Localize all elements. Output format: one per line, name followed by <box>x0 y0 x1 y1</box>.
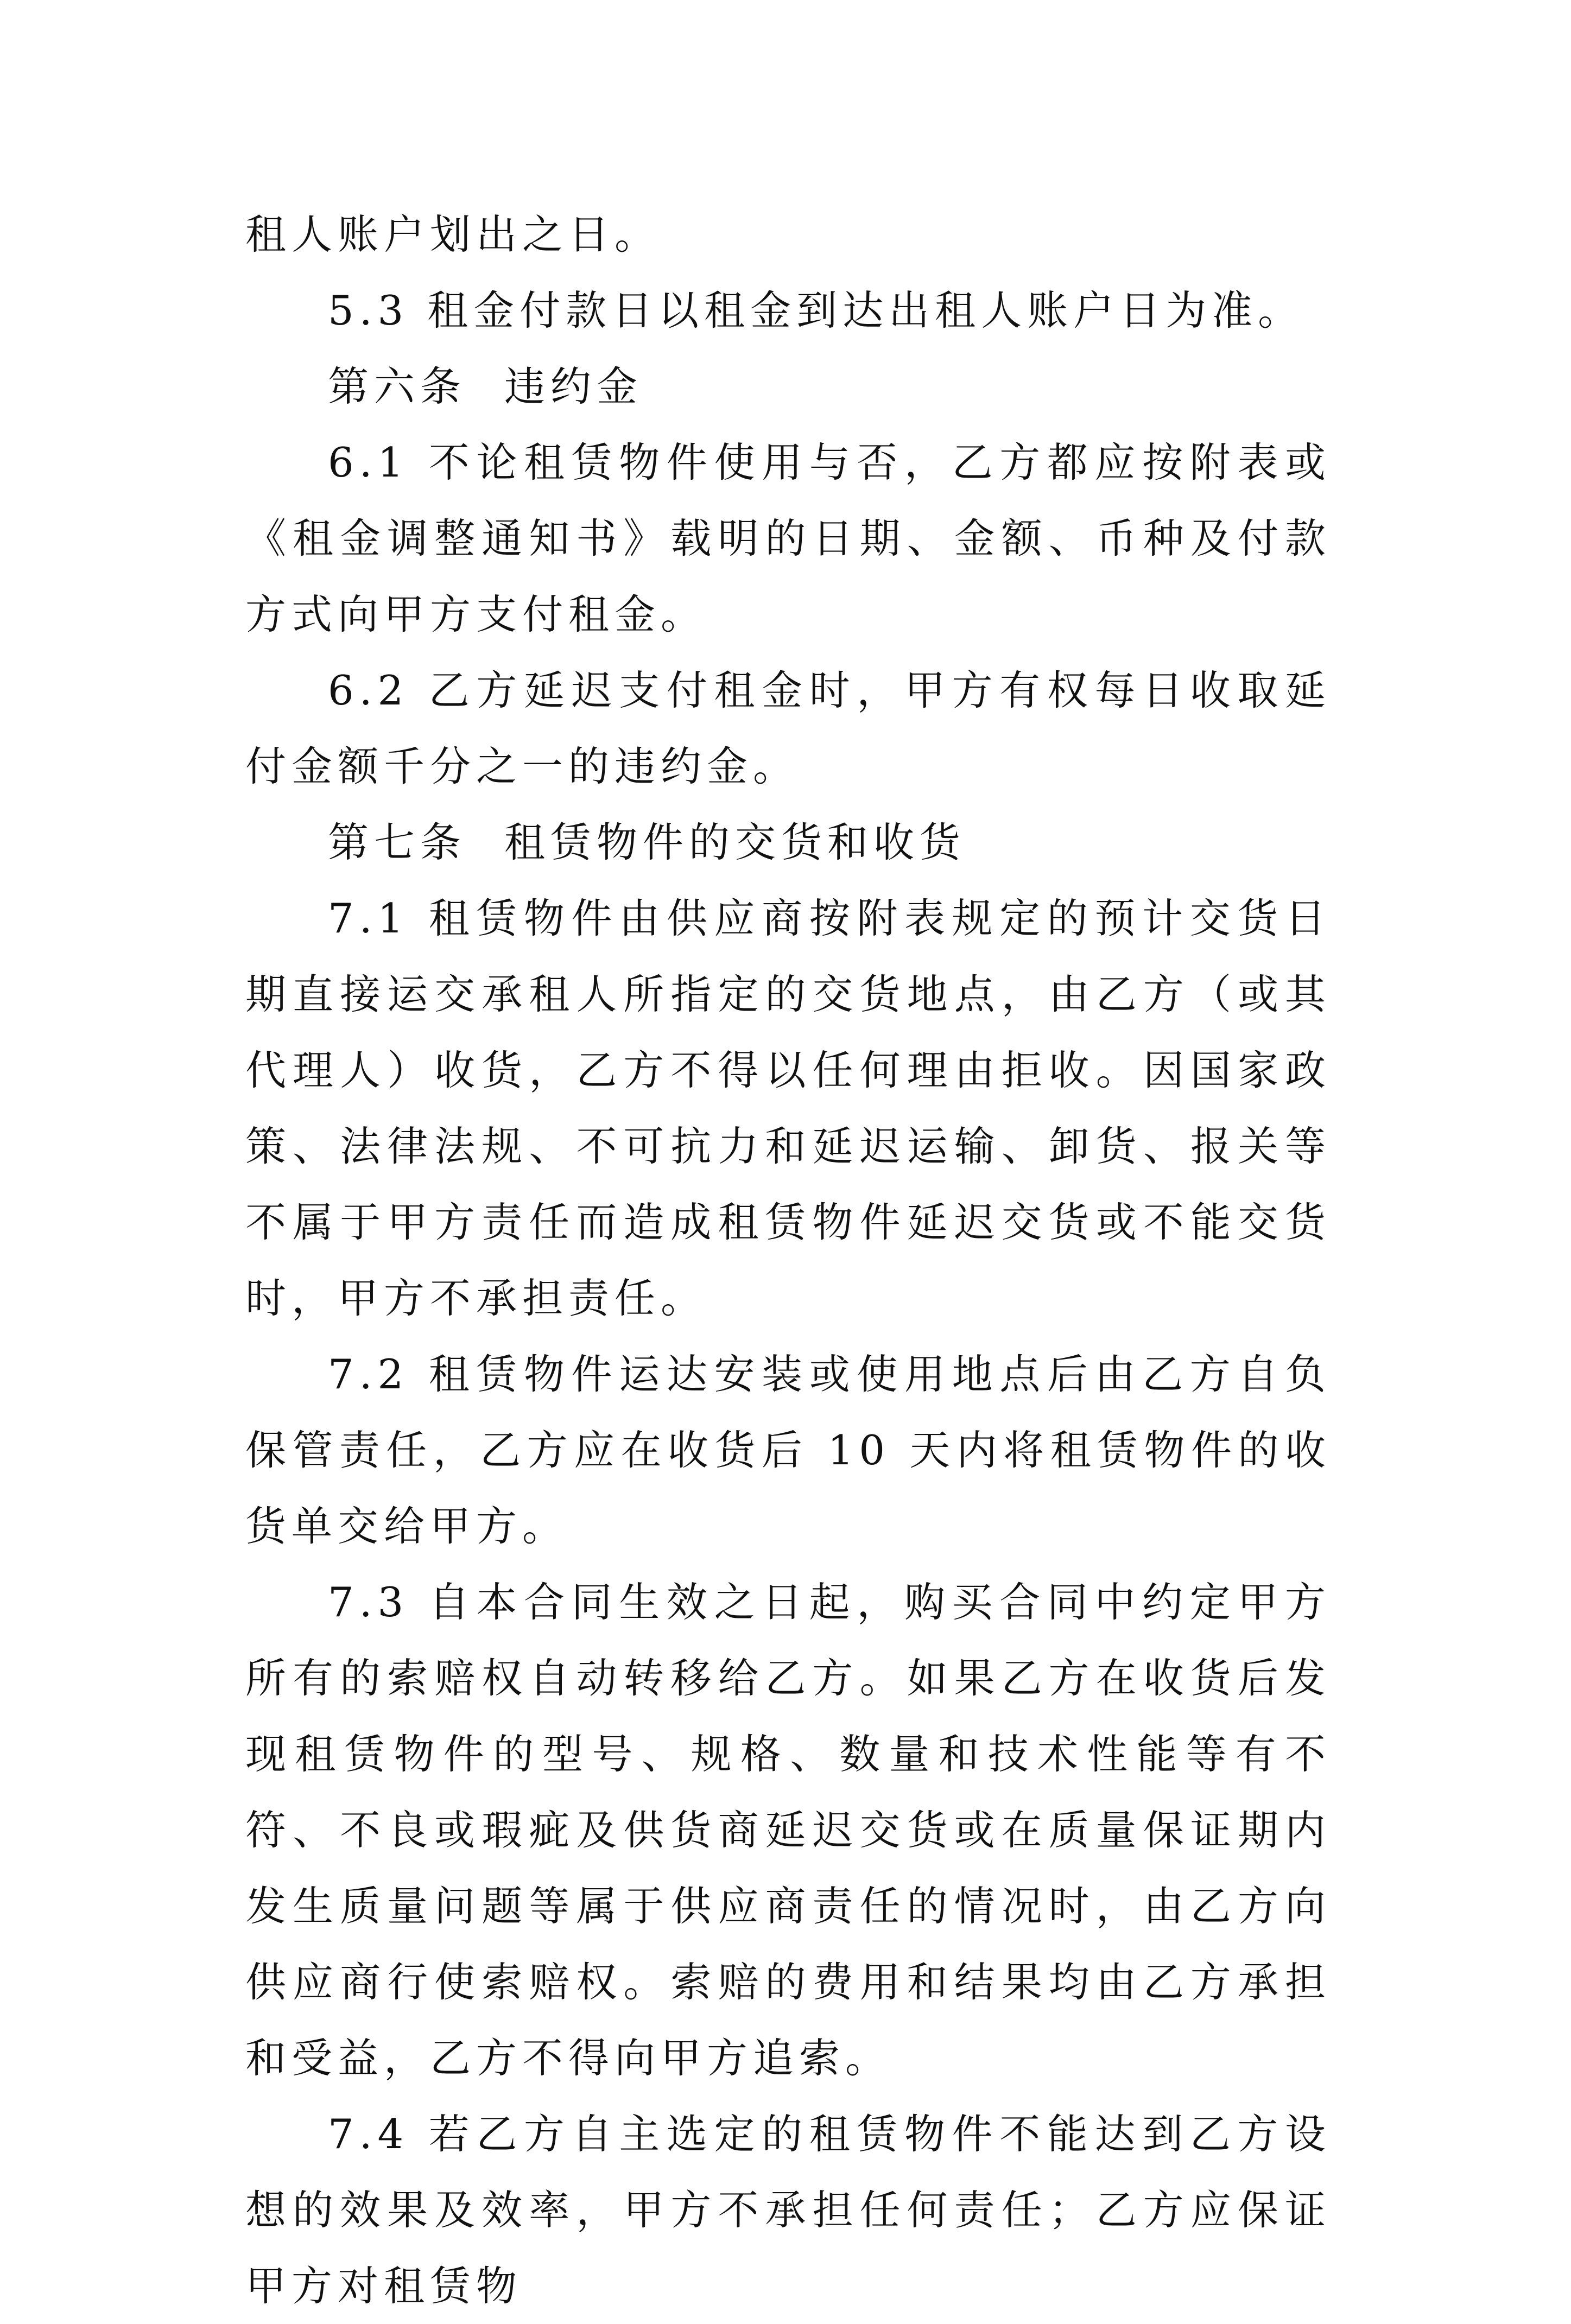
document-body <box>245 196 1331 2324</box>
paragraph-6-2: 6.2 乙方延迟支付租金时，甲方有权每日收取延付金额千分之一的违约金。 <box>245 666 1331 790</box>
section-heading-7 <box>245 804 1331 880</box>
paragraph-5-3: 5.3 租金付款日以租金到达出租人账户日为准。 <box>328 287 1304 334</box>
paragraph-7-3: 7.3 自本合同生效之日起，购买合同中约定甲方所有的索赔权自动转移给乙方。如果乙方在收货后发现租赁物件的型号、规格、数量和技术性能等有不符、不良或瑕疵及供货商延迟交货或在质量保证期内发生质量问题等属于供应商责任的情况时，由乙方向供应商行使索赔权。索赔的费用和结果均由乙方承担和受益，乙方不得向甲方追索。 <box>245 1578 1331 2082</box>
section-number: 第七条 <box>328 818 467 866</box>
section-title: 租赁物件的交货和收货 <box>504 818 966 866</box>
paragraph-7-4: 7.4 若乙方自主选定的租赁物件不能达到乙方设想的效果及效率，甲方不承担任何责任；乙方应保证甲方对租赁物 <box>245 2110 1331 2310</box>
section-heading-6 <box>245 348 1331 424</box>
section-title: 违约金 <box>504 363 643 410</box>
paragraph-7-1: 7.1 租赁物件由供应商按附表规定的预计交货日期直接运交承租人所指定的交货地点，由乙方（或其代理人）收货，乙方不得以任何理由拒收。因国家政策、法律法规、不可抗力和延迟运输、卸货、报关等不属于甲方责任而造成租赁物件延迟交货或不能交货时，甲方不承担责任。 <box>245 894 1331 1322</box>
paragraph-continuation: 租人账户划出之日。 <box>245 211 661 258</box>
paragraph-6-1: 6.1 不论租赁物件使用与否，乙方都应按附表或《租金调整通知书》载明的日期、金额、币种及付款方式向甲方支付租金。 <box>245 439 1331 638</box>
section-number: 第六条 <box>328 363 467 410</box>
paragraph-7-2: 7.2 租赁物件运达安装或使用地点后由乙方自负保管责任，乙方应在收货后 10 天内将租赁物件的收货单交给甲方。 <box>245 1350 1331 1550</box>
